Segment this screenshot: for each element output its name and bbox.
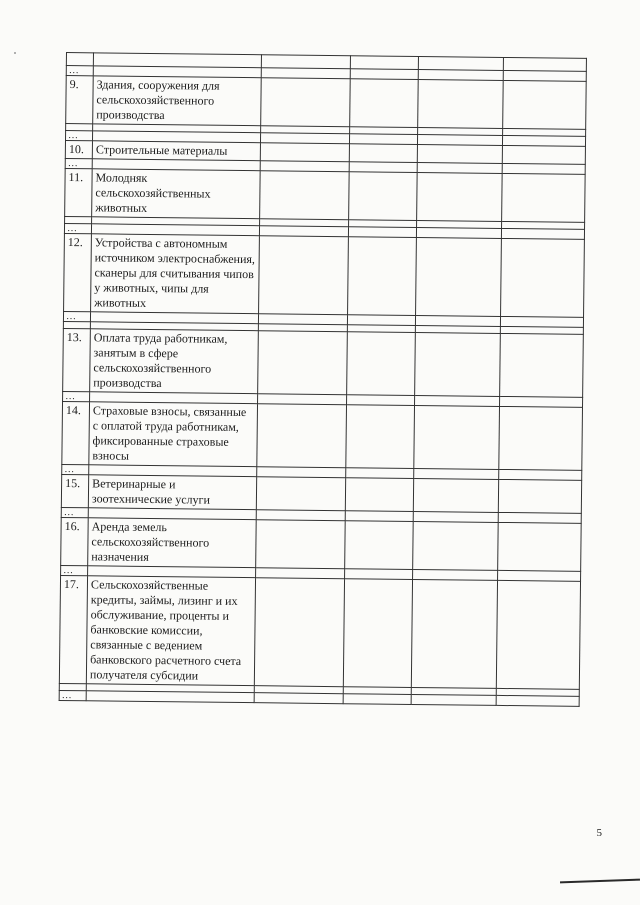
table-cell <box>503 57 586 71</box>
table-cell <box>418 79 504 128</box>
ellipsis-cell: … <box>61 507 88 517</box>
table-row <box>64 233 585 317</box>
row-number: 12. <box>64 233 92 311</box>
row-number: 11. <box>65 168 93 216</box>
ellipsis-cell: … <box>59 690 86 700</box>
row-label: Строительные материалы <box>92 141 260 161</box>
expense-table <box>59 52 587 707</box>
table-row <box>63 328 584 397</box>
ellipsis-cell: … <box>64 223 91 233</box>
scan-edge-line <box>560 879 640 884</box>
table-cell <box>350 56 418 70</box>
row-number: 17. <box>59 575 87 683</box>
row-label: Здания, сооружения для сельскохозяйственного производства <box>93 76 262 126</box>
table-row <box>65 168 586 222</box>
table-row <box>62 401 583 470</box>
table-cell <box>350 79 419 128</box>
row-label: Страховые взносы, связанные с оплатой труда работникам, фиксированные страховые взносы <box>89 402 258 467</box>
row-number: 14. <box>62 401 90 464</box>
row-number: 10. <box>65 140 92 158</box>
table-cell <box>66 53 93 66</box>
row-number: 15. <box>61 474 88 507</box>
ellipsis-cell: … <box>62 464 89 474</box>
ellipsis-cell: … <box>61 565 88 575</box>
row-number: 16. <box>61 517 89 565</box>
row-label: Ветеринарные и зоотехнические услуги <box>88 475 256 510</box>
ellipsis-cell: … <box>66 66 93 76</box>
table-cell <box>261 55 350 69</box>
table-cell <box>418 56 503 70</box>
page-number: 5 <box>596 827 602 839</box>
row-label: Оплата труда работникам, занятым в сфере сельскохозяйственного производства <box>90 329 259 394</box>
row-number: 13. <box>63 328 91 391</box>
row-label: Молодняк сельскохозяйственных животных <box>92 169 261 219</box>
table-cell <box>261 78 351 127</box>
table-row <box>61 517 582 571</box>
expense-table-wrapper <box>59 52 586 707</box>
ellipsis-cell: … <box>65 158 92 168</box>
scan-speck <box>14 52 16 54</box>
ellipsis-cell: … <box>63 391 90 401</box>
row-label: Сельскохозяйственные кредиты, займы, лизинг и их обслуживание, проценты и банковские комиссии, связанные с ведением банковского расчетного счета получателя субсидии <box>86 576 255 686</box>
row-label: Аренда земель сельскохозяйственного назначения <box>88 518 257 568</box>
table-row <box>66 76 587 130</box>
ellipsis-cell: … <box>63 311 90 321</box>
row-number: 9. <box>66 76 94 124</box>
row-label: Устройства с автономным источником электроснабжения, сканеры для считывания чипов у животных, чипы для животных <box>91 234 260 314</box>
ellipsis-cell: … <box>65 131 92 141</box>
table-row <box>59 575 580 689</box>
table-cell <box>503 80 587 129</box>
